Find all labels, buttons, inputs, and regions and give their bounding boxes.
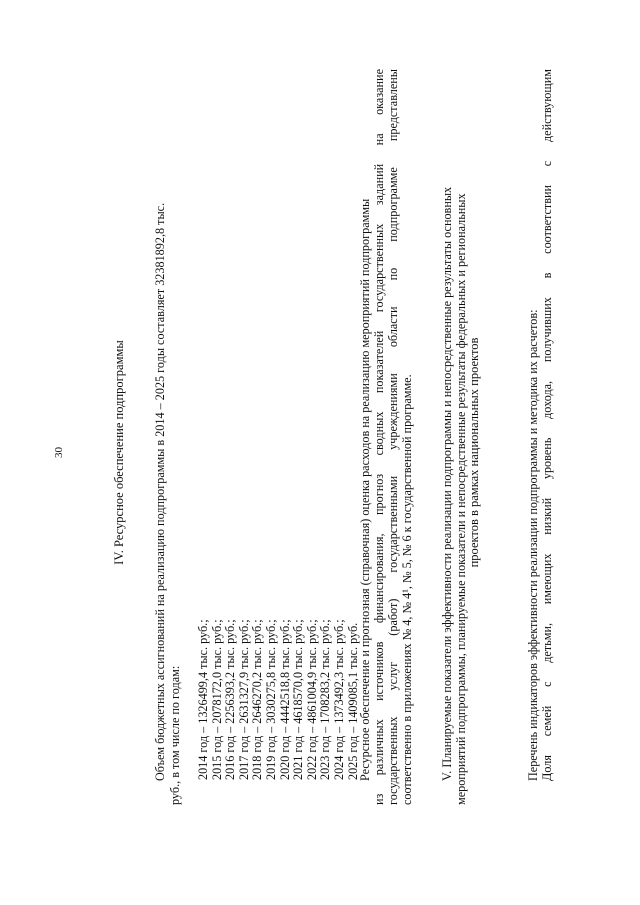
section-5-title-line-2: мероприятий подпрограммы, планируемые показатели и непосредственные результаты федеральных и региональных [454, 193, 468, 805]
section-5-title-line-3: проектов в рамках национальных проектов [467, 337, 481, 568]
year-item: 2015 год – 2078172,0 тыс. руб.; [209, 619, 224, 780]
year-item: 2021 год – 4618570,0 тыс. руб.; [291, 619, 306, 780]
resource-paragraph-line-2: из различных источников финансирования, прогноз сводных показателей государственных заданий на оказание [372, 69, 386, 805]
section-5-title-line-1: V. Планируемые показатели эффективности реализации подпрограммы и непосредственные результаты основных [440, 186, 454, 781]
year-item: 2023 год – 1708283,2 тыс. руб.; [318, 619, 333, 780]
budget-intro-line-2: руб., в том числе по годам: [168, 665, 182, 805]
year-item: 2024 год – 1373492,3 тыс. руб.; [331, 619, 346, 780]
year-item: 2022 год – 4861004,9 тыс. руб.; [304, 619, 319, 780]
resource-paragraph-line-4: соответственно в приложениях № 4, № 4¹, № 5, № 6 к государственной программе. [400, 374, 414, 805]
year-item: 2014 год – 1326499,4 тыс. руб.; [196, 619, 210, 780]
indicators-intro: Перечень индикаторов эффективности реализации подпрограммы и методика их расчетов: [526, 309, 540, 781]
year-item: 2025 год – 1409085,1 тыс. руб. [345, 622, 360, 780]
resource-paragraph-line-3: государственных услуг (работ) государственными учреждениями области по подпрограмме представлены [386, 69, 400, 805]
year-item: 2017 год – 2631327,9 тыс. руб.; [236, 619, 251, 780]
budget-intro-line-1: Объем бюджетных ассигнований на реализацию подпрограммы в 2014 – 2025 годы составляет 32381892,8 тыс. [153, 202, 167, 781]
page-number: 30 [53, 447, 65, 458]
indicator-line: Доля семей с детьми, имеющих низкий уровень дохода, получивших в соответствии с действующим [540, 69, 554, 781]
year-item: 2018 год – 2646270,2 тыс. руб.; [250, 619, 265, 780]
year-item: 2019 год – 3030275,8 тыс. руб.; [263, 619, 278, 780]
budget-by-year-list [196, 619, 359, 780]
year-item: 2020 год – 4442518,8 тыс. руб.; [277, 619, 292, 780]
section-4-title: IV. Ресурсное обеспечение подпрограммы [112, 340, 126, 565]
year-item: 2016 год – 2256393,2 тыс. руб.; [223, 619, 238, 780]
resource-paragraph-line-1: Ресурсное обеспечение и прогнозная (справочная) оценка расходов на реализацию мероприятий подпрограммы [358, 198, 372, 781]
